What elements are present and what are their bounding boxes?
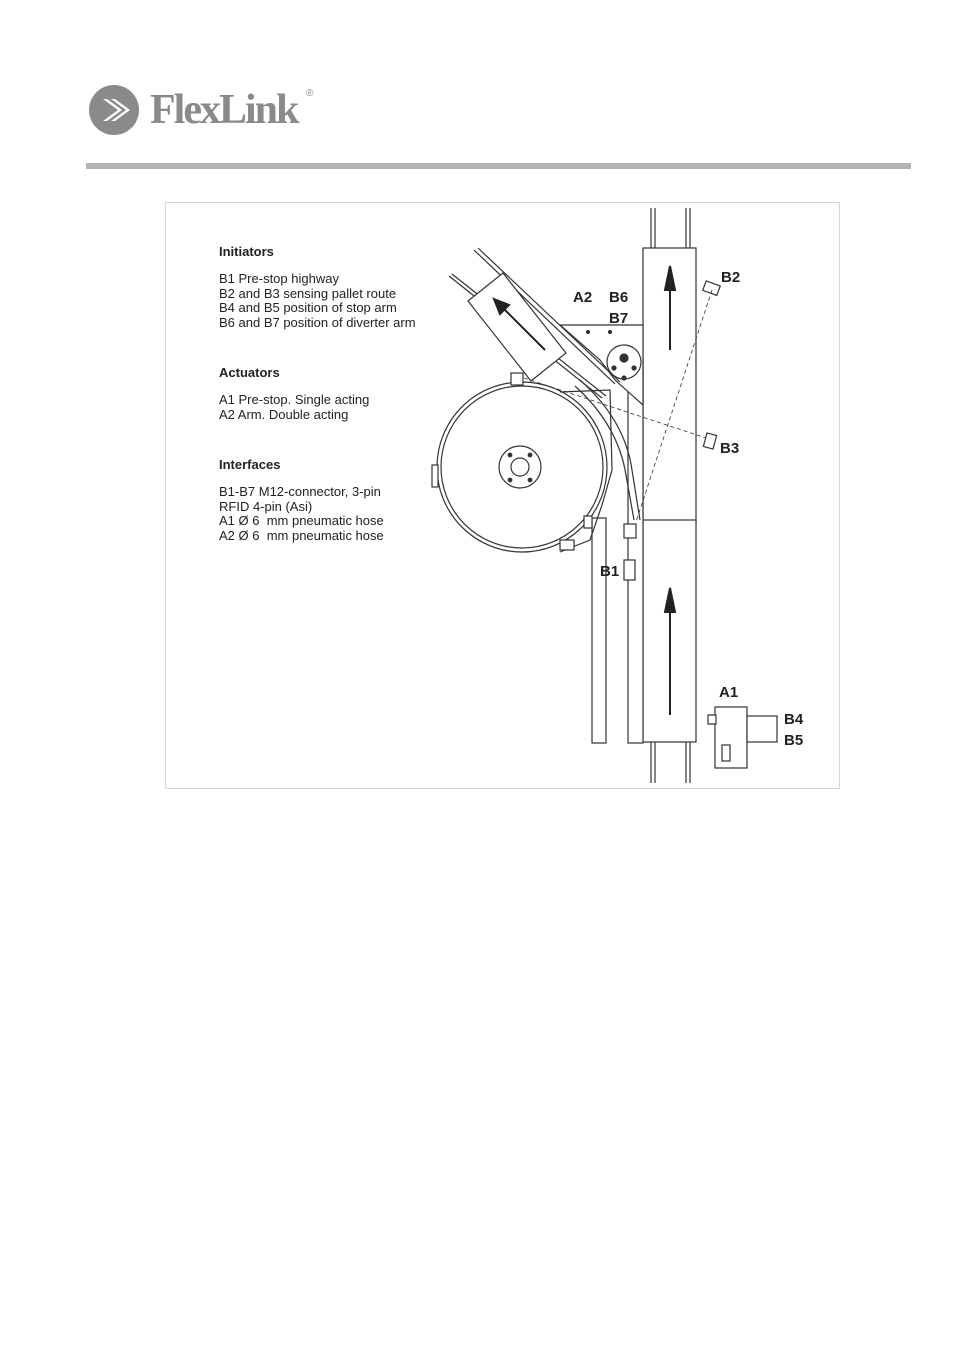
legend-line: B1-B7 M12-connector, 3-pin [219,484,381,499]
label-b2: B2 [721,269,741,286]
label-b4: B4 [784,711,804,728]
sensor-a2-head [511,373,523,385]
logo-registered-mark: ® [306,88,314,99]
stop-cylinder [747,716,777,742]
stop-unit-a1 [715,707,747,768]
outer-guide [592,518,606,743]
sensor-b3 [703,433,716,449]
wheel-hub [499,446,541,488]
legend-line: B4 and B5 position of stop arm [219,300,397,315]
legend-line: B6 and B7 position of diverter arm [219,314,416,330]
pallet-diagonal [468,273,566,381]
label-b7: B7 [609,310,629,327]
label-b1: B1 [600,563,620,580]
legend-line: A2 Arm. Double acting [219,406,349,422]
legend-title: Initiators [219,244,274,259]
legend-line: A1 Ø 6 mm pneumatic hose [219,513,384,528]
legend-line: A2 Ø 6 mm pneumatic hose [219,527,384,543]
logo-wordmark: FlexLink [150,87,298,133]
legend-title: Actuators [219,365,280,380]
wheel-bracket [432,465,438,487]
label-a2: A2 [573,289,593,306]
legend-line: RFID 4-pin (Asi) [219,498,313,514]
sensor-b2 [703,281,721,296]
legend-title: Interfaces [219,457,281,472]
legend-line: B1 Pre-stop highway [219,271,339,286]
label-a1: A1 [719,684,739,701]
label-b5: B5 [784,732,804,749]
legend-line: B2 and B3 sensing pallet route [219,285,397,301]
legend-line: A1 Pre-stop. Single acting [219,392,370,407]
side-guide [628,360,643,743]
label-b3: B3 [720,440,740,457]
sensor-pocket [624,524,636,538]
label-b6: B6 [609,289,629,306]
sensor-b1 [624,560,635,580]
